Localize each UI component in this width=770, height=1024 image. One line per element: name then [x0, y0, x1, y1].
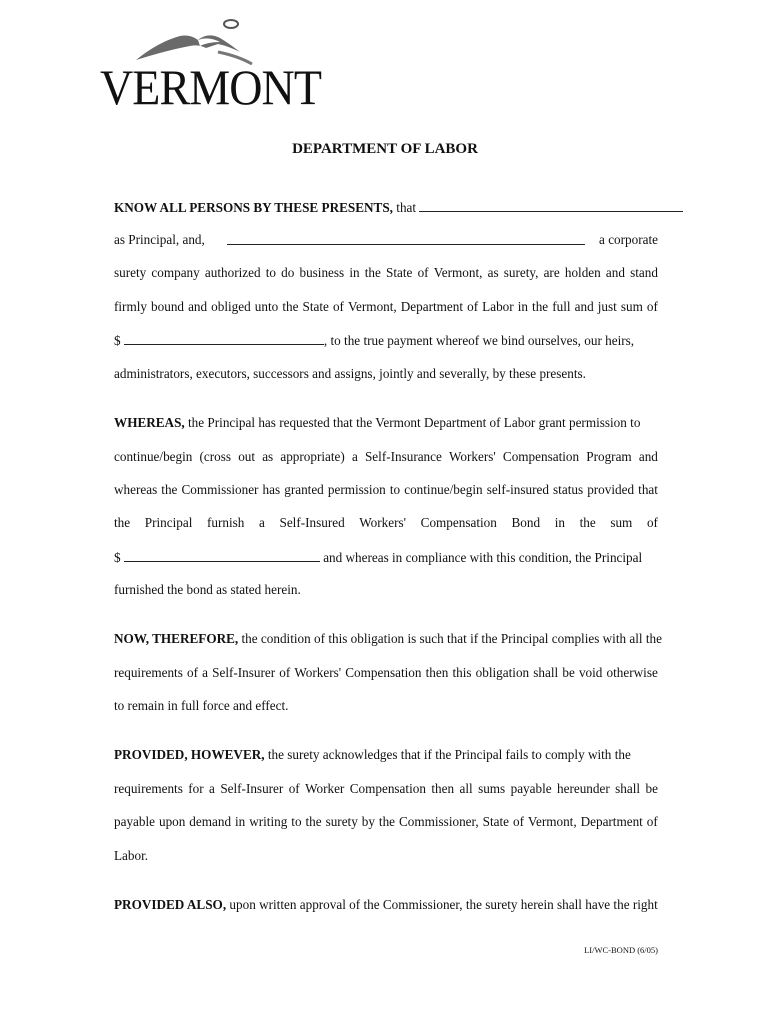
p3-lead: NOW, THEREFORE,	[114, 631, 239, 646]
p5-lead: PROVIDED ALSO,	[114, 897, 227, 912]
p1-line3: surety company authorized to do business in the State of Vermont, as surety, are holden and stand	[114, 265, 658, 280]
p4-line4: Labor.	[114, 848, 149, 863]
p5-line1	[114, 897, 658, 913]
p1-line2-left: as Principal, and,	[114, 232, 205, 247]
p1-line5-rest: , to the true payment whereof we bind ourselves, our heirs,	[323, 333, 635, 348]
p2-line4: the Principal furnish a Self-Insured Workers' Compensation Bond in the sum of	[114, 515, 658, 530]
p2-line1-rest: the Principal has requested that the Vermont Department of Labor grant permission to	[188, 415, 641, 430]
p1-lead: KNOW ALL PERSONS BY THESE PRESENTS,	[114, 200, 393, 215]
p2-line2: continue/begin (cross out as appropriate) a Self-Insurance Workers' Compensation Program and	[114, 449, 658, 464]
p2-line6: furnished the bond as stated herein.	[114, 582, 301, 597]
p4-line2: requirements for a Self-Insurer of Worker Compensation then all sums payable hereunder shall be	[114, 781, 658, 796]
p3-line2: requirements of a Self-Insurer of Workers' Compensation then this obligation shall be void otherwise	[114, 665, 658, 680]
p4-line1	[114, 747, 658, 763]
p2-line5	[114, 549, 658, 566]
p4-line1-rest: the surety acknowledges that if the Principal fails to comply with the	[267, 747, 631, 762]
vermont-logo	[100, 12, 322, 115]
p5-line1-rest: upon written approval of the Commissioner, the surety herein shall have the right	[229, 897, 658, 912]
p2-line5-rest: and whereas in compliance with this condition, the Principal	[323, 550, 643, 565]
p2-line3: whereas the Commissioner has granted permission to continue/begin self-insured status provided that	[114, 482, 658, 497]
p2-dollar-sign: $	[114, 550, 121, 565]
principal-name-blank[interactable]	[419, 199, 683, 212]
p4-line3: payable upon demand in writing to the surety by the Commissioner, State of Vermont, Department of	[114, 814, 658, 829]
p1-line5	[114, 332, 658, 349]
p2-lead: WHEREAS,	[114, 415, 185, 430]
p1-line6: administrators, executors, successors and assigns, jointly and severally, by these presents.	[114, 366, 586, 381]
p3-line3: to remain in full force and effect.	[114, 698, 289, 713]
bond-sum-blank-2[interactable]	[124, 549, 320, 562]
bond-sum-blank-1[interactable]	[124, 332, 324, 345]
p1-line4: firmly bound and obliged unto the State of Vermont, Department of Labor in the full and just sum of	[114, 299, 658, 314]
p1-line2-right: a corporate	[599, 232, 658, 247]
form-code: LI/WC-BOND (6/05)	[584, 945, 658, 955]
surety-name-blank[interactable]	[227, 232, 585, 245]
p2-line1	[114, 415, 658, 431]
p3-line1-rest: the condition of this obligation is such that if the Principal complies with all the	[241, 631, 662, 646]
p1-dollar-sign: $	[114, 333, 121, 348]
p1-line1	[114, 199, 658, 216]
p1-line1-rest: that	[396, 200, 417, 215]
p3-line1	[114, 631, 662, 647]
vermont-wordmark: VERMONT	[100, 59, 322, 115]
p4-lead: PROVIDED, HOWEVER,	[114, 747, 265, 762]
p1-line2	[114, 232, 658, 248]
document-title: DEPARTMENT OF LABOR	[292, 141, 478, 157]
